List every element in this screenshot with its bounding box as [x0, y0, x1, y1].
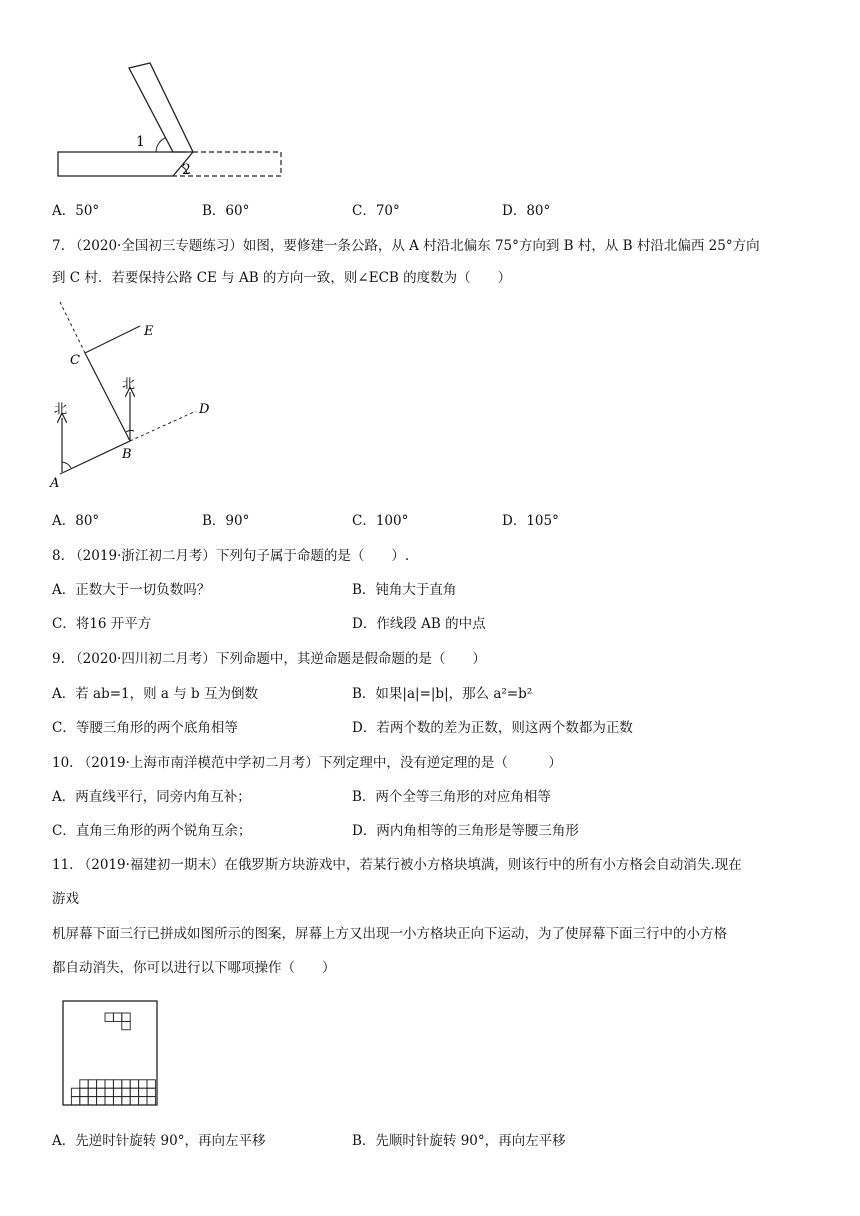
- stacked-cell: [105, 1080, 113, 1088]
- stacked-cell: [122, 1097, 130, 1105]
- falling-piece-cell: [105, 1013, 113, 1021]
- falling-piece-cell: [122, 1021, 130, 1029]
- q11-option-b[interactable]: B．先顺时针旋转 90°，再向左平移: [352, 1133, 566, 1149]
- q10-option-b[interactable]: B．两个全等三角形的对应角相等: [352, 789, 551, 805]
- q10-stem: 10. （2019·上海市南洋模范中学初二月考）下列定理中，没有逆定理的是（ ）: [52, 755, 562, 771]
- q9-option-b[interactable]: B．如果|a|=|b|，那么 a²=b²: [352, 686, 533, 702]
- q7-stem-line1: 7. （2020·全国初三专题练习）如图，要修建一条公路，从 A 村沿北偏东 75°方向到 B 村，从 B 村沿北偏西 25°方向: [52, 238, 760, 254]
- q11-tetris-figure: [60, 998, 160, 1108]
- q7-option-b[interactable]: B．90°: [202, 513, 250, 529]
- stacked-cell: [80, 1097, 88, 1105]
- falling-piece-cell: [122, 1013, 130, 1021]
- q10-option-c[interactable]: C．直角三角形的两个锐角互余；: [52, 823, 252, 839]
- stacked-cell: [130, 1088, 138, 1096]
- stacked-cell: [113, 1097, 121, 1105]
- stacked-cell: [71, 1088, 79, 1096]
- q7-figure: [48, 300, 218, 500]
- stacked-cell: [139, 1097, 147, 1105]
- stacked-cell: [147, 1097, 155, 1105]
- stacked-cell: [80, 1080, 88, 1088]
- q11-stem-line3: 机屏幕下面三行已拼成如图所示的图案，屏幕上方又出现一小方格块正向下运动，为了使屏幕下面三行中的小方格: [52, 926, 727, 942]
- stacked-cell: [80, 1088, 88, 1096]
- fig7-label-c: C: [70, 353, 80, 368]
- fig6-angle-2-label: 2: [182, 162, 191, 178]
- fig7-label-a: A: [50, 476, 60, 491]
- q11-option-a[interactable]: A．先逆时针旋转 90°，再向左平移: [52, 1133, 266, 1149]
- q8-option-a[interactable]: A．正数大于一切负数吗？: [52, 582, 211, 598]
- stacked-cell: [139, 1088, 147, 1096]
- stacked-cell: [147, 1088, 155, 1096]
- stacked-cell: [97, 1097, 105, 1105]
- fig7-label-north-b: 北: [122, 377, 136, 392]
- fig7-label-north-a: 北: [54, 402, 68, 417]
- q8-option-d[interactable]: D．作线段 AB 的中点: [352, 616, 486, 632]
- stacked-cell: [88, 1088, 96, 1096]
- falling-piece-cell: [113, 1013, 121, 1021]
- stacked-cell: [97, 1080, 105, 1088]
- stacked-cell: [105, 1097, 113, 1105]
- q11-stem-line4: 都自动消失，你可以进行以下哪项操作（ ）: [52, 960, 336, 976]
- fig6-angle-1-label: 1: [136, 134, 145, 150]
- q8-option-b[interactable]: B．钝角大于直角: [352, 582, 457, 598]
- q7-option-d[interactable]: D．105°: [502, 513, 559, 529]
- q6-option-b[interactable]: B．60°: [202, 203, 250, 219]
- fig7-label-e: E: [144, 324, 154, 339]
- q6-figure: [50, 58, 290, 188]
- q11-stem-line1: 11. （2019·福建初一期末）在俄罗斯方块游戏中，若某行被小方格块填满，则该行中的所有小方格会自动消失.现在: [52, 857, 742, 873]
- stacked-cell: [147, 1080, 155, 1088]
- stacked-cell: [139, 1080, 147, 1088]
- stacked-cell: [113, 1080, 121, 1088]
- q6-option-c[interactable]: C．70°: [352, 203, 400, 219]
- q6-option-a[interactable]: A．50°: [52, 203, 100, 219]
- fig7-label-d: D: [199, 402, 210, 417]
- stacked-cell: [88, 1097, 96, 1105]
- q9-stem: 9. （2020·四川初二月考）下列命题中，其逆命题是假命题的是（ ）: [52, 651, 486, 667]
- q9-option-c[interactable]: C．等腰三角形的两个底角相等: [52, 720, 238, 736]
- q11-stem-line2: 游戏: [52, 891, 79, 907]
- q8-option-c[interactable]: C．将16 开平方: [52, 616, 152, 632]
- stacked-cell: [97, 1088, 105, 1096]
- q10-option-a[interactable]: A．两直线平行，同旁内角互补；: [52, 789, 251, 805]
- q7-option-a[interactable]: A．80°: [52, 513, 100, 529]
- q6-option-d[interactable]: D．80°: [502, 203, 551, 219]
- fig7-label-b: B: [122, 447, 132, 462]
- q9-option-a[interactable]: A．若 ab=1，则 a 与 b 互为倒数: [52, 686, 258, 702]
- stacked-cell: [71, 1097, 79, 1105]
- q7-stem-line2: 到 C 村．若要保持公路 CE 与 AB 的方向一致，则∠ECB 的度数为（ ）: [52, 270, 512, 286]
- stacked-cell: [88, 1080, 96, 1088]
- q7-option-c[interactable]: C．100°: [352, 513, 409, 529]
- q10-option-d[interactable]: D．两内角相等的三角形是等腰三角形: [352, 823, 579, 839]
- stacked-cell: [113, 1088, 121, 1096]
- stacked-cell: [130, 1080, 138, 1088]
- q9-option-d[interactable]: D．若两个数的差为正数，则这两个数都为正数: [352, 720, 633, 736]
- stacked-cell: [105, 1088, 113, 1096]
- q8-stem: 8. （2019·浙江初二月考）下列句子属于命题的是（ ）.: [52, 548, 410, 564]
- stacked-cell: [122, 1088, 130, 1096]
- stacked-cell: [122, 1080, 130, 1088]
- stacked-cell: [130, 1097, 138, 1105]
